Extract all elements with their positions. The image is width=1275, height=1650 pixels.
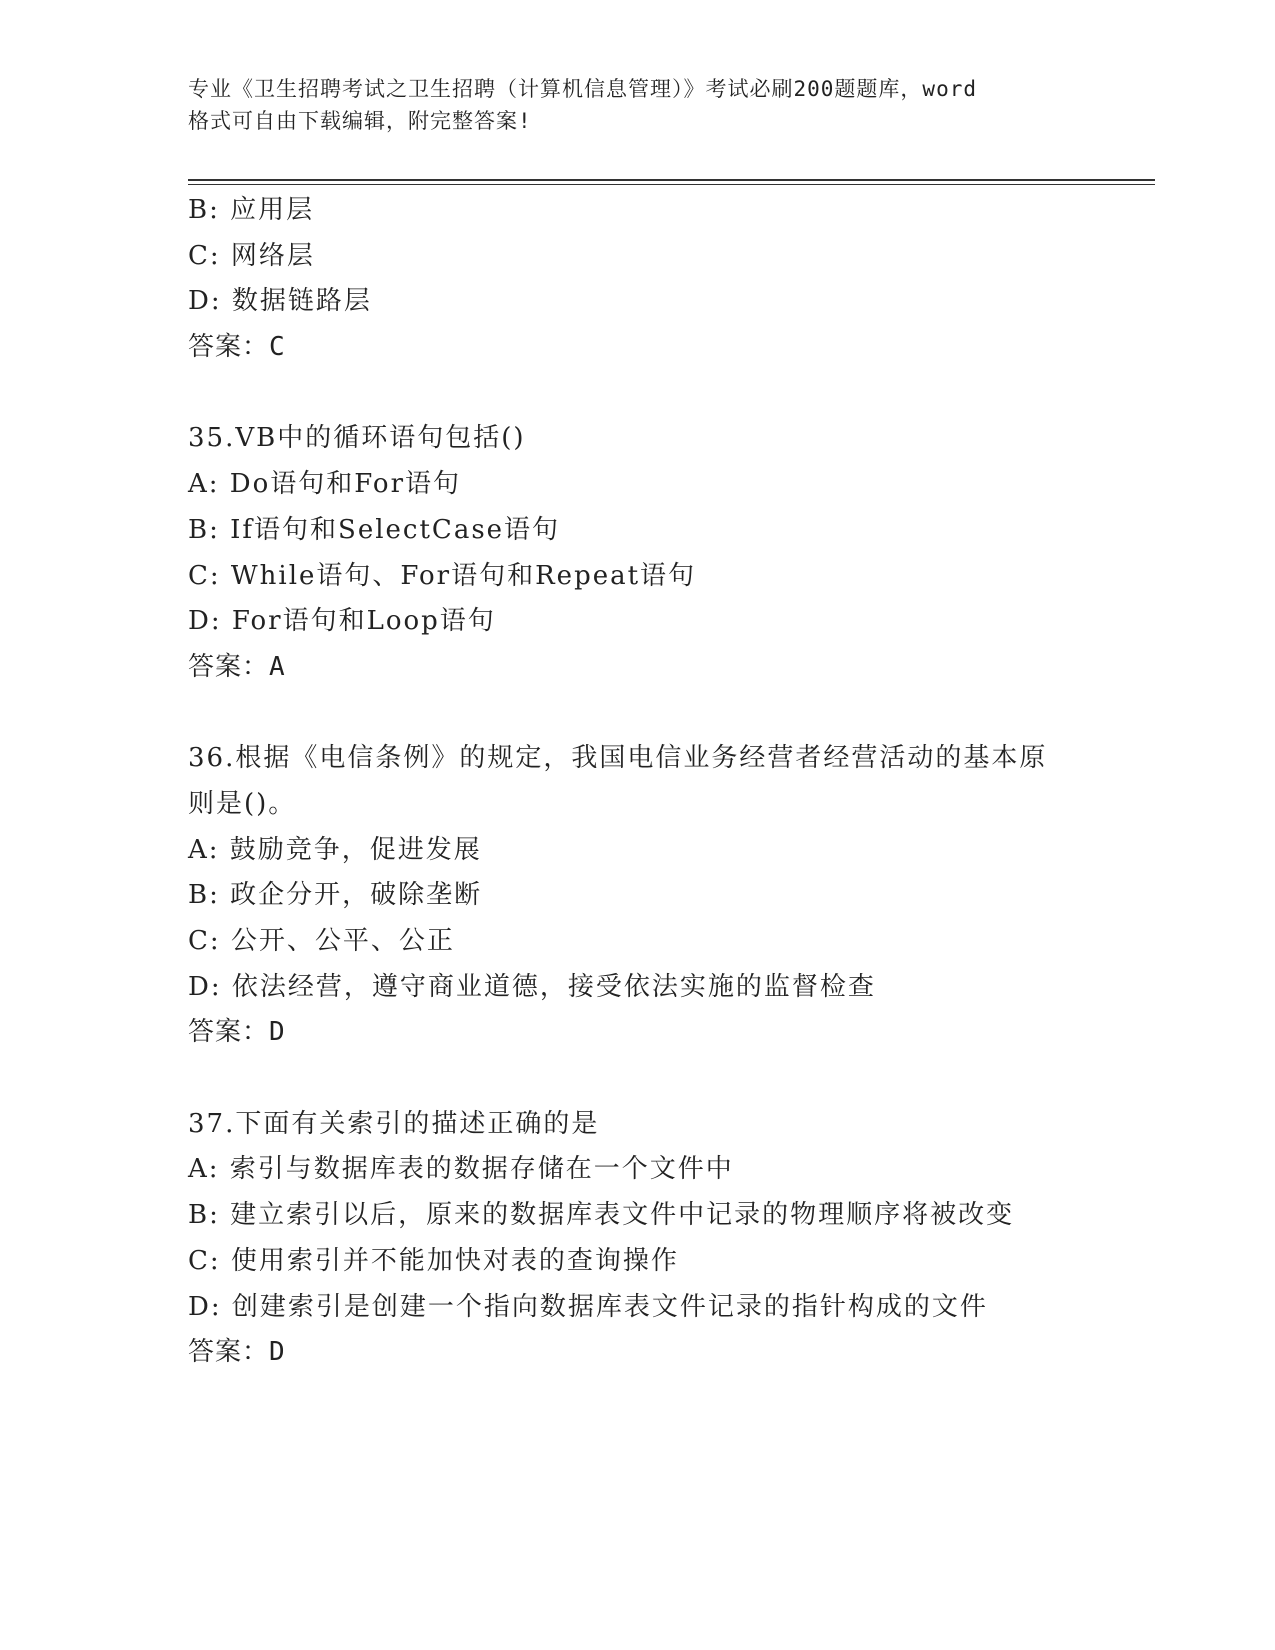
spacer [188,371,1088,417]
q36-answer: 答案：D [188,1017,286,1048]
q34-option-c: C: 网络层 [188,240,315,271]
q37-answer: 答案：D [188,1337,286,1368]
q35-option-a: A: Do语句和For语句 [188,469,462,500]
q35-option-d: D: For语句和Loop语句 [188,606,496,637]
q37-option-d: D: 创建索引是创建一个指向数据库表文件记录的指针构成的文件 [188,1291,988,1322]
q35-option-c: C: While语句、For语句和Repeat语句 [188,560,697,591]
q35-option-b: B: If语句和SelectCase语句 [188,514,561,545]
q37-option-a: A: 索引与数据库表的数据存储在一个文件中 [188,1154,734,1185]
q36-stem-line-1: 36.根据《电信条例》的规定，我国电信业务经营者经营活动的基本原 [188,743,1048,774]
header-divider-thick [188,179,1155,181]
spacer [188,1056,1088,1102]
q37-option-c: C: 使用索引并不能加快对表的查询操作 [188,1245,679,1276]
question-35-block [188,416,1088,690]
q34-answer: 答案：C [188,332,286,363]
q35-stem: 35.VB中的循环语句包括() [188,423,526,454]
q36-option-d: D: 依法经营，遵守商业道德，接受依法实施的监督检查 [188,971,876,1002]
question-34-block [188,188,1088,371]
q34-option-b: B: 应用层 [188,195,315,225]
q35-answer: 答案：A [188,651,286,682]
q36-stem-line-2: 则是()。 [188,788,297,819]
q36-option-a: A: 鼓励竞争，促进发展 [188,834,482,865]
header-divider-thin [188,184,1155,185]
header-title-line-2: 格式可自由下载编辑，附完整答案! [188,109,532,133]
q36-option-c: C: 公开、公平、公正 [188,926,455,956]
q37-option-b: B: 建立索引以后，原来的数据库表文件中记录的物理顺序将被改变 [188,1200,1015,1231]
question-37-block [188,1102,1088,1376]
question-36-block [188,736,1088,1056]
q34-option-d: D: 数据链路层 [188,286,372,317]
q36-option-b: B: 政企分开，破除垄断 [188,880,483,911]
q37-stem: 37.下面有关索引的描述正确的是 [188,1108,600,1139]
spacer [188,691,1088,737]
document-header [188,73,1088,137]
header-title-line-1: 专业《卫生招聘考试之卫生招聘（计算机信息管理）》考试必刷200题题库，word [188,77,977,101]
question-list [188,188,1088,1376]
